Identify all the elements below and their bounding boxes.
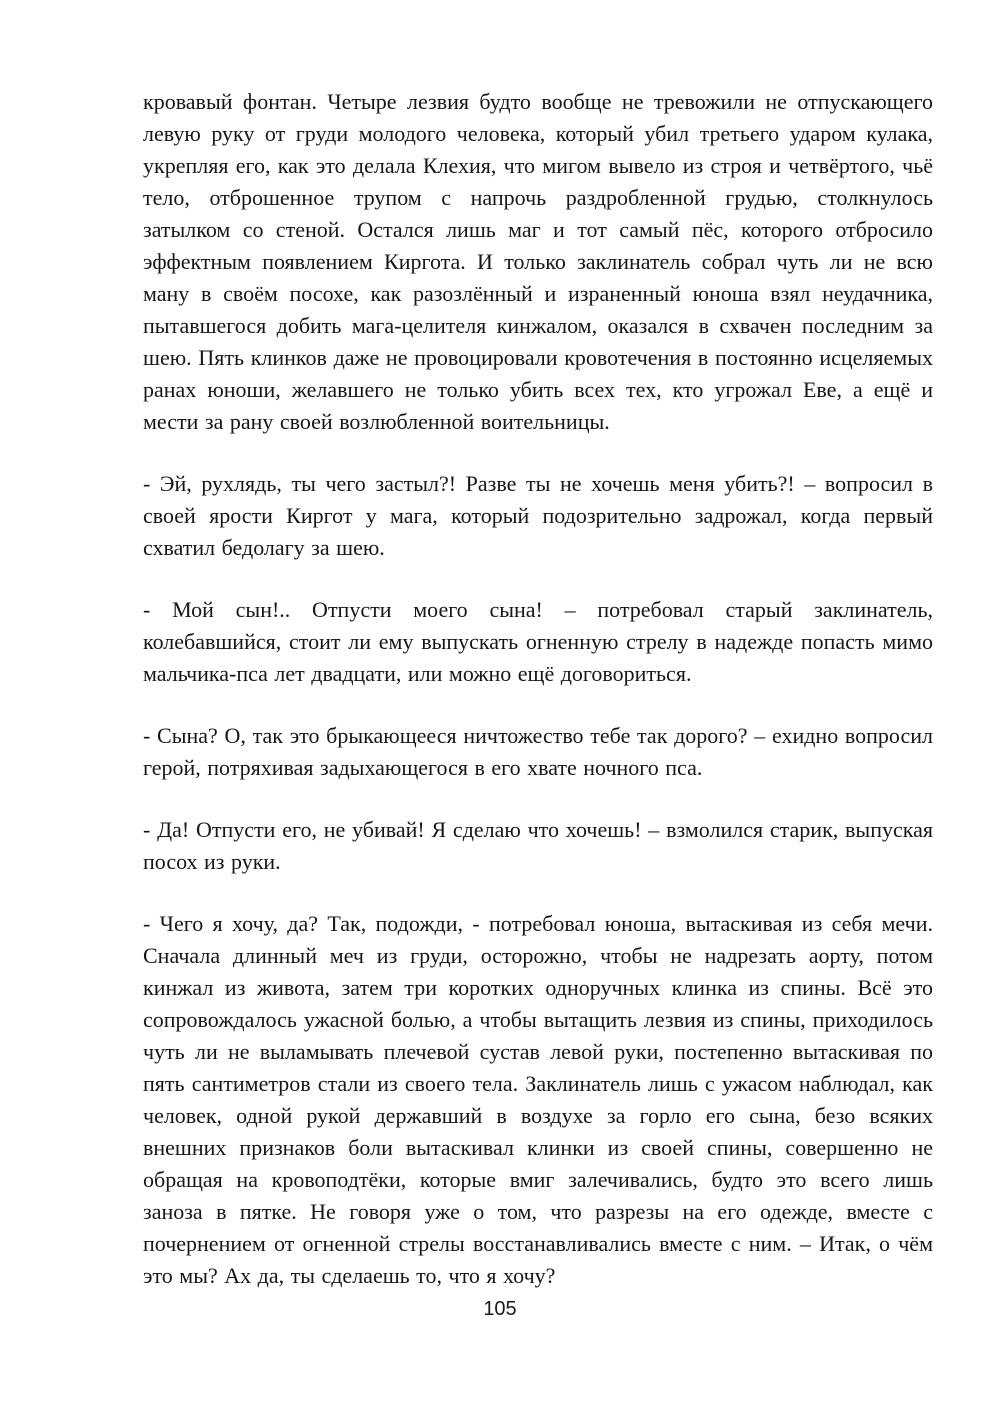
paragraph-dialogue: - Мой сын!.. Отпусти моего сына! – потребовал старый заклинатель, колебавшийся, стоит ли ему выпускать огненную стрелу в надежде попасть мимо мальчика-пса лет двадцати, или можно ещё договориться. [143, 597, 933, 686]
paragraph-dialogue: - Чего я хочу, да? Так, подожди, - потребовал юноша, вытаскивая из себя мечи. Сначала длинный меч из груди, осторожно, чтобы не надрезать аорту, потом кинжал из живота, затем три коротких одноручных клинка из спины. Всё это сопровождалось ужасной болью, а чтобы вытащить лезвия из спины, приходилось чуть ли не выламывать плечевой сустав левой руки, постепенно вытаскивая по пять сантиметров стали из своего тела. Заклинатель лишь с ужасом наблюдал, как человек, одной рукой державший в воздухе за горло его сына, безо всяких внешних признаков боли вытаскивал клинки из своей спины, совершенно не обращая на кровоподтёки, которые вмиг залечивались, будто это всего лишь заноза в пятке. Не говоря уже о том, что разрезы на его одежде, вместе с почернением от огненной стрелы восстанавливались вместе с ним. – Итак, о чём это мы? Ах да, ты сделаешь то, что я хочу? [143, 911, 933, 1288]
paragraph-dialogue: - Да! Отпусти его, не убивай! Я сделаю что хочешь! – взмолился старик, выпуская посох из руки. [143, 817, 933, 874]
page-number: 105 [483, 1298, 517, 1320]
text-block [143, 86, 933, 1322]
paragraph: кровавый фонтан. Четыре лезвия будто вообще не тревожили не отпускающего левую руку от груди молодого человека, который убил третьего ударом кулака, укрепляя его, как это делала Клехия, что мигом вывело из строя и четвёртого, чьё тело, отброшенное трупом с напрочь раздробленной грудью, столкнулось затылком со стеной. Остался лишь маг и тот самый пёс, которого отбросило эффектным появлением Киргота. И только заклинатель собрал чуть ли не всю ману в своём посохе, как разозлённый и израненный юноша взял неудачника, пытавшегося добить мага-целителя кинжалом, оказался в схвачен последним за шею. Пять клинков даже не провоцировали кровотечения в постоянно исцеляемых ранах юноши, желавшего не только убить всех тех, кто угрожал Еве, а ещё и мести за рану своей возлюбленной воительницы. [143, 89, 933, 434]
paragraph-dialogue: - Эй, рухлядь, ты чего застыл?! Разве ты не хочешь меня убить?! – вопросил в своей ярости Киргот у мага, который подозрительно задрожал, когда первый схватил бедолагу за шею. [143, 471, 933, 560]
paragraph-dialogue: - Сына? О, так это брыкающееся ничтожество тебе так дорого? – ехидно вопросил герой, потряхивая задыхающегося в его хвате ночного пса. [143, 723, 933, 780]
